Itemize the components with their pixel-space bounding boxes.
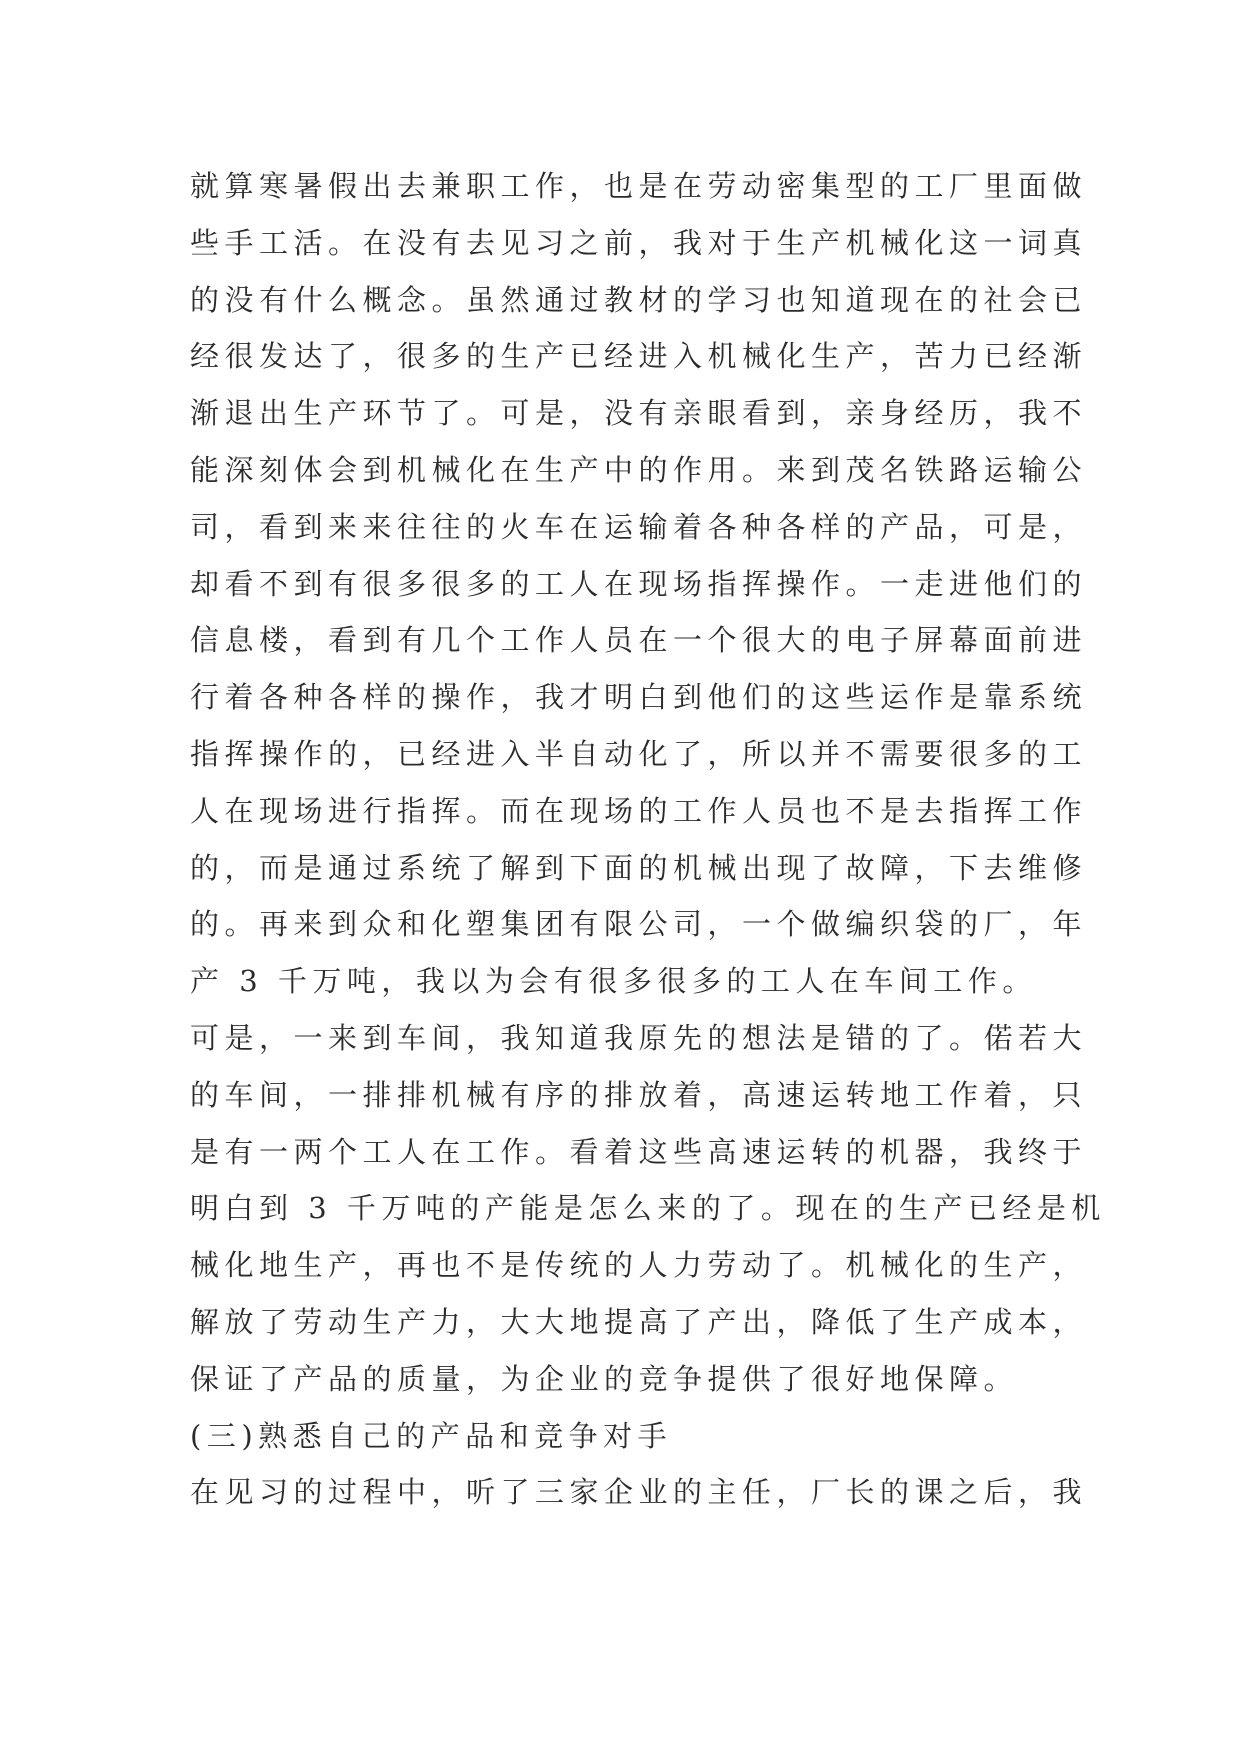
text-line-14: 的。再来到众和化塑集团有限公司，一个做编织袋的厂，年 — [190, 907, 1088, 942]
text-line-6: 能深刻体会到机械化在生产中的作用。来到茂名铁路运输公 — [190, 452, 1088, 487]
text-line-2: 些手工活。在没有去见习之前，我对于生产机械化这一词真 — [190, 225, 1088, 260]
text-line-11: 指挥操作的，已经进入半自动化了，所以并不需要很多的工 — [190, 736, 1088, 771]
text-line-9: 信息楼，看到有几个工作人员在一个很大的电子屏幕面前进 — [190, 623, 1088, 658]
text-line-15: 产 3 千万吨，我以为会有很多很多的工人在车间工作。 — [190, 964, 1037, 999]
text-line-13: 的，而是通过系统了解到下面的机械出现了故障，下去维修 — [190, 850, 1088, 885]
text-line-21: 解放了劳动生产力，大大地提高了产出，降低了生产成本， — [190, 1304, 1088, 1339]
text-line-17: 的车间，一排排机械有序的排放着，高速运转地工作着，只 — [190, 1077, 1088, 1112]
text-line-4: 经很发达了，很多的生产已经进入机械化生产，苦力已经渐 — [190, 339, 1088, 374]
body-text — [190, 158, 1106, 1521]
section-heading: (三)熟悉自己的产品和竞争对手 — [190, 1418, 673, 1453]
text-line-16: 可是，一来到车间，我知道我原先的想法是错的了。偌若大 — [190, 1020, 1088, 1055]
text-line-5: 渐退出生产环节了。可是，没有亲眼看到，亲身经历，我不 — [190, 396, 1088, 431]
text-line-22: 保证了产品的质量，为企业的竞争提供了很好地保障。 — [190, 1361, 1019, 1396]
text-line-1: 就算寒暑假出去兼职工作，也是在劳动密集型的工厂里面做 — [190, 169, 1088, 203]
text-line-7: 司，看到来来往往的火车在运输着各种各样的产品，可是， — [190, 509, 1088, 544]
text-line-12: 人在现场进行指挥。而在现场的工作人员也不是去指挥工作 — [190, 793, 1088, 828]
text-line-3: 的没有什么概念。虽然通过教材的学习也知道现在的社会已 — [190, 282, 1088, 317]
text-line-10: 行着各种各样的操作，我才明白到他们的这些运作是靠系统 — [190, 680, 1088, 715]
text-line-24: 在见习的过程中，听了三家企业的主任，厂长的课之后，我 — [190, 1475, 1088, 1510]
text-line-8: 却看不到有很多很多的工人在现场指挥操作。一走进他们的 — [190, 566, 1088, 601]
text-line-18: 是有一两个工人在工作。看着这些高速运转的机器，我终于 — [190, 1134, 1088, 1169]
text-line-19: 明白到 3 千万吨的产能是怎么来的了。现在的生产已经是机 — [190, 1191, 1106, 1226]
text-line-20: 械化地生产，再也不是传统的人力劳动了。机械化的生产， — [190, 1248, 1088, 1283]
